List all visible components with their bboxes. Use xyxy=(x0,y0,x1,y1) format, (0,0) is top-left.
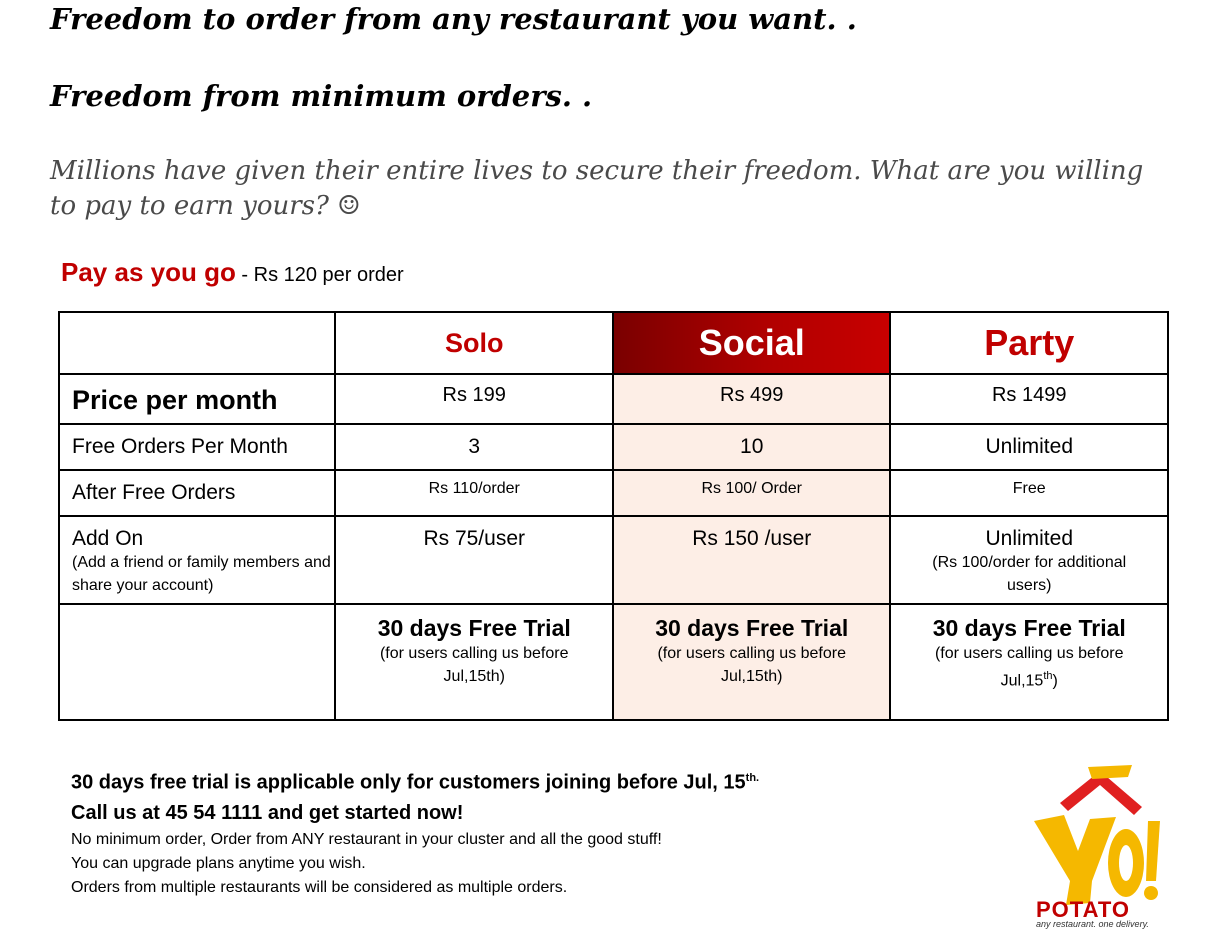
plans-header-row xyxy=(59,312,1168,374)
footer-call-us: Call us at 45 54 1111 and get started now! xyxy=(71,801,464,824)
after-free-label: After Free Orders xyxy=(59,470,335,516)
logo-o-hole xyxy=(1119,845,1133,881)
addon-party-cell xyxy=(890,516,1168,604)
addon-party-sub: (Rs 100/order for additional users) xyxy=(932,554,1127,594)
trial-sub-social: (for users calling us before Jul,15th) xyxy=(657,645,846,685)
logo-lid xyxy=(1088,765,1132,779)
plan-name-solo: Solo xyxy=(444,327,504,358)
addon-solo: Rs 75/user xyxy=(335,516,613,604)
trial-sub-party-main: (for users calling us before Jul,15 xyxy=(934,645,1124,690)
plan-header-social xyxy=(613,312,891,374)
plan-header-party xyxy=(890,312,1168,374)
after-free-solo: Rs 110/order xyxy=(335,470,613,516)
price-social: Rs 499 xyxy=(613,374,891,424)
addon-social: Rs 150 /user xyxy=(613,516,891,604)
price-solo: Rs 199 xyxy=(335,374,613,424)
addon-party: Unlimited xyxy=(985,527,1073,550)
after-free-social: Rs 100/ Order xyxy=(613,470,891,516)
pay-as-you-go-title: Pay as you go xyxy=(61,257,236,287)
pay-as-you-go xyxy=(61,257,404,288)
logo-tagline: any restaurant. one delivery. xyxy=(1036,919,1149,929)
trial-sub-party-sup: th xyxy=(1043,670,1053,682)
addon-label: Add On xyxy=(72,527,144,550)
trial-title-solo: 30 days Free Trial xyxy=(377,615,571,641)
plans-table xyxy=(58,311,1169,721)
table-row xyxy=(59,516,1168,604)
trial-solo xyxy=(335,604,613,720)
free-orders-solo: 3 xyxy=(335,424,613,470)
addon-sub: (Add a friend or family members and share your account) xyxy=(72,554,331,594)
trial-sub-party-end: ) xyxy=(1052,672,1058,690)
footer-notes xyxy=(71,763,759,900)
table-row xyxy=(59,424,1168,470)
trial-party xyxy=(890,604,1168,720)
logo-exclaim-dot xyxy=(1144,886,1158,900)
headline-freedom-minimum: Freedom from minimum orders. . xyxy=(50,79,593,113)
headline-freedom-restaurant: Freedom to order from any restaurant you want. . xyxy=(50,2,857,36)
trial-empty-cell xyxy=(59,604,335,720)
trial-sub-party xyxy=(891,642,1167,692)
trial-title-party: 30 days Free Trial xyxy=(932,615,1126,641)
logo-brand: POTATO xyxy=(1036,897,1130,922)
after-free-party: Free xyxy=(890,470,1168,516)
logo-exclaim-bar xyxy=(1146,821,1160,881)
pay-as-you-go-price: Rs 120 per order xyxy=(253,264,404,286)
trial-title-social: 30 days Free Trial xyxy=(655,615,849,641)
price-party: Rs 1499 xyxy=(890,374,1168,424)
footer-trial-note xyxy=(71,763,759,798)
footer-line1: 30 days free trial is applicable only for customers joining before Jul, 15 xyxy=(71,771,746,794)
quote-text: Millions have given their entire lives to secure their freedom. What are you willing to pay to earn yours? ☺ xyxy=(50,156,1144,221)
table-row xyxy=(59,604,1168,720)
footer-line5: Orders from multiple restaurants will be considered as multiple orders. xyxy=(71,878,568,896)
footer-line4: You can upgrade plans anytime you wish. xyxy=(71,854,366,872)
table-row xyxy=(59,374,1168,424)
addon-label-cell xyxy=(59,516,335,604)
trial-sub-solo: (for users calling us before Jul,15th) xyxy=(379,645,569,685)
footer-line3: No minimum order, Order from ANY restaurant in your cluster and all the good stuff! xyxy=(71,830,662,848)
pay-as-you-go-separator: - xyxy=(235,264,254,286)
header-empty-cell xyxy=(59,312,335,374)
plan-header-solo xyxy=(335,312,613,374)
plan-name-party: Party xyxy=(984,322,1075,363)
price-label: Price per month xyxy=(59,374,335,424)
logo-y-shape xyxy=(1034,815,1116,905)
trial-social xyxy=(613,604,891,720)
footer-line1-sup: th. xyxy=(745,772,760,784)
table-row xyxy=(59,470,1168,516)
free-orders-social: 10 xyxy=(613,424,891,470)
free-orders-party: Unlimited xyxy=(890,424,1168,470)
plan-name-social: Social xyxy=(698,322,805,363)
free-orders-label: Free Orders Per Month xyxy=(59,424,335,470)
